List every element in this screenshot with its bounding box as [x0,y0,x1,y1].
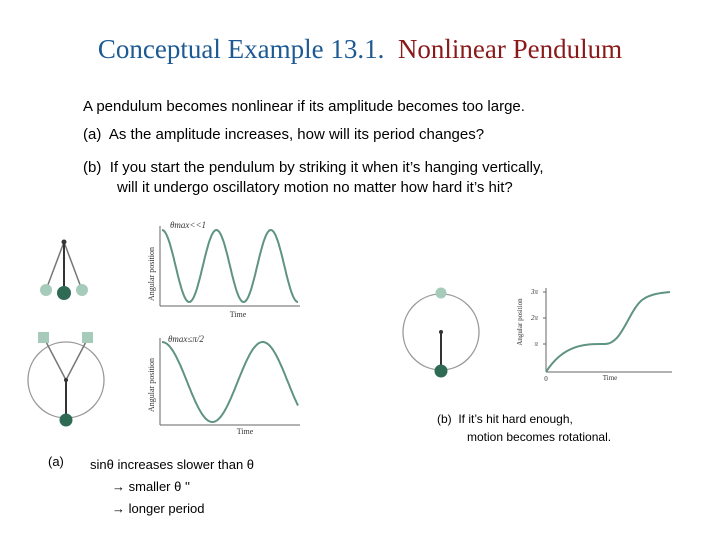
small-amplitude-pendulum [40,240,88,301]
graph-bottom-xlabel: Time [236,427,254,436]
title-prefix: Conceptual Example 13.1. [97,34,385,64]
question-b-line2: will it undergo oscillatory motion no matter how hard it’s hit? [117,179,513,196]
question-b-line1: If you start the pendulum by striking it when it’s hanging vertically, [109,159,544,176]
graph-large-amplitude [140,330,305,438]
graph-right-tick-pi: π [534,340,538,348]
rotating-pendulum [396,284,486,384]
pendulum-illustrations [24,232,114,432]
slide-title [0,34,720,65]
explanation [90,454,254,520]
graph-right-tick-0: 0 [544,375,548,383]
caption-b [437,410,611,446]
explain-line2: → smaller θ '' [112,479,190,494]
graph-right-ylabel: Angular position [516,298,524,346]
intro-text: A pendulum becomes nonlinear if its amplitude becomes too large. [83,98,525,115]
caption-a-label: (a) [48,454,64,469]
graph-right-tick-3pi: 3π [530,288,538,296]
explain-line1: sinθ increases slower than θ [90,457,255,472]
graph-top-xlabel: Time [229,310,247,319]
question-a-text: As the amplitude increases, how will its period changes? [108,126,485,143]
graph-top-ylabel: Angular position [147,247,156,301]
large-amplitude-pendulum [28,332,104,427]
graph-rotational [510,282,675,388]
caption-b-line2: motion becomes rotational. [467,430,612,444]
graph-right-xlabel: Time [602,374,618,382]
explain-line3: → longer period [112,501,205,516]
question-a-label: (a) [83,126,102,143]
graph-bottom-label: θmax≤π/2 [168,334,204,344]
caption-b-line1: If it’s hit hard enough, [458,412,573,426]
graph-small-amplitude [140,216,305,322]
question-b-label: (b) [83,159,102,176]
graph-right-tick-2pi: 2π [530,314,538,322]
graph-top-label: θmax<<1 [170,220,207,230]
graph-bottom-ylabel: Angular position [147,358,156,412]
question-a [83,126,484,143]
graph-bottom-curve [162,342,298,422]
caption-b-label: (b) [437,412,452,426]
graph-top-curve [162,230,298,302]
title-main: Nonlinear Pendulum [397,34,623,64]
question-b [83,158,544,198]
graph-right-curve [546,292,670,372]
